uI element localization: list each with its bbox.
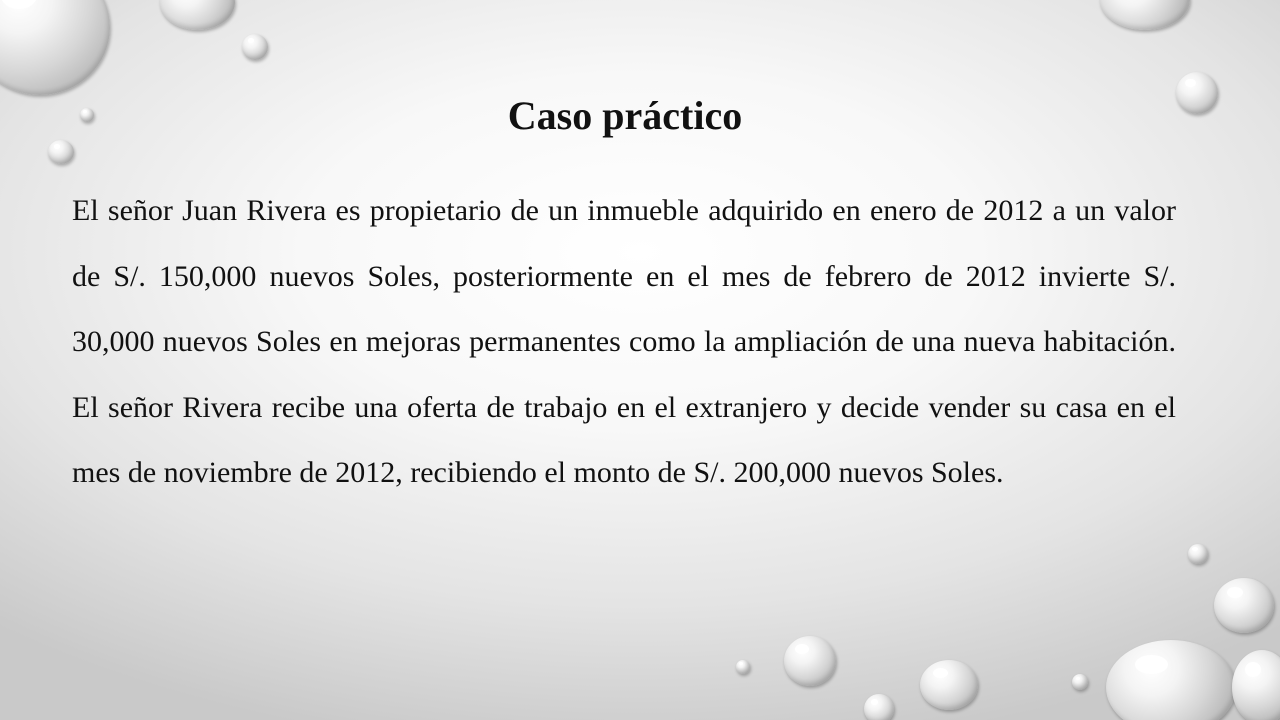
water-droplet-decoration [1106,640,1236,720]
water-droplet-decoration [1072,674,1088,690]
water-droplet-decoration [1100,0,1190,30]
water-droplet-decoration [784,636,836,686]
water-droplet-decoration [48,140,74,164]
water-droplet-decoration [1188,544,1208,564]
water-droplet-decoration [160,0,235,30]
water-droplet-decoration [1214,578,1274,633]
water-droplet-decoration [864,694,894,720]
slide-title: Caso práctico [507,93,743,138]
water-droplet-decoration [1232,650,1280,720]
water-droplet-decoration [920,660,978,710]
slide-body-paragraph: El señor Juan Rivera es propietario de un inmueble adquirido en enero de 2012 a un valor de S/. 150,000 nuevos Soles, posteriormente en el mes de febrero de 2012 invierte S/. 30,000 nuevos Soles en mejoras permanentes como la ampliación de una nueva habitación. El señor Rivera recibe una oferta de trabajo en el extranjero y decide vender su casa en el mes de noviembre de 2012, recibiendo el monto de S/. 200,000 nuevos Soles. [72,194,1176,489]
water-droplet-decoration [242,34,268,60]
water-droplet-decoration [736,660,750,674]
water-droplet-decoration [0,0,110,95]
